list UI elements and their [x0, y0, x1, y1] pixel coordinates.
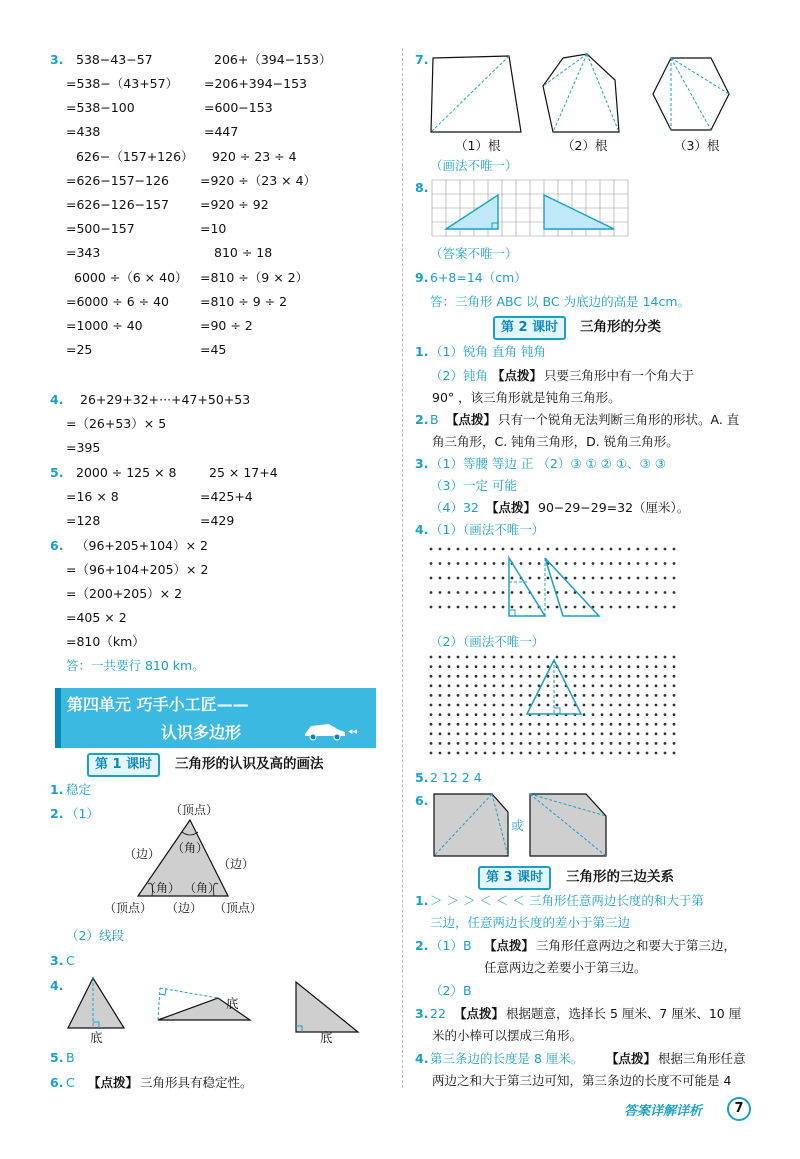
calc-line: =626−126−157	[66, 197, 169, 212]
answer-text: C	[66, 1075, 75, 1090]
answer-line: （96+205+104）× 2	[76, 538, 208, 553]
question-number: 5.	[50, 1050, 64, 1065]
hint-tag: 【点拨】	[606, 1051, 657, 1066]
answer-text: （1）B	[430, 938, 472, 953]
base-label: 底	[90, 1030, 103, 1045]
hint-text: 三角形任意两边之和要大于第三边，	[536, 938, 737, 953]
hint-text: 根据三角形任意	[658, 1051, 746, 1066]
question-number: 9.	[415, 270, 429, 285]
label-angle-top: （角）	[172, 841, 209, 855]
calc-line: =600−153	[204, 100, 273, 115]
lesson-badge: 第 2 课时	[493, 316, 566, 340]
label-vertex-left: （顶点）	[104, 901, 153, 915]
calc-line: =538−100	[66, 100, 135, 115]
hint-tag: 【点拨】	[492, 368, 543, 383]
answer-line: 6+8=14（cm）	[430, 270, 527, 285]
figure-caption: （2）根	[562, 138, 608, 153]
calc-line: 206+（394−153）	[214, 52, 332, 67]
calc-line: 920 ÷ 23 ÷ 4	[212, 149, 297, 164]
question-number: 3.	[50, 953, 64, 968]
hint-tag: 【点拨】	[454, 1006, 505, 1021]
calc-line: =1000 ÷ 40	[66, 318, 143, 333]
figure-caption: （3）根	[674, 138, 720, 153]
answer-text: （2）线段	[66, 928, 124, 943]
calc-line: =626−157−126	[66, 173, 169, 188]
answer-line: =429	[200, 513, 235, 528]
calc-line: 626−（157+126）	[76, 149, 194, 164]
answer-line: =425+4	[200, 489, 253, 504]
question-number: 6.	[50, 538, 64, 553]
polygon-diagonals-figure	[425, 50, 765, 140]
calc-line: =206+394−153	[204, 76, 307, 91]
hint-text: 任意两边之差要小于第三边。	[484, 960, 647, 975]
question-number: 5.	[415, 770, 429, 785]
dot-grid-figure	[428, 546, 682, 620]
base-label: 底	[226, 996, 239, 1011]
answer-note: （答案不唯一）	[430, 246, 518, 261]
hint-text: 只有一个锐角无法判断三角形的形状。A. 直	[498, 412, 740, 427]
answer-text: （2）钝角	[430, 368, 488, 383]
answer-text: （1）	[66, 806, 99, 821]
answer-text: 第三条边的长度是 8 厘米。	[430, 1051, 584, 1066]
figure-caption: （1）根	[455, 138, 501, 153]
lesson-title: 三角形的分类	[580, 319, 661, 335]
calc-line: =90 ÷ 2	[200, 318, 253, 333]
answer-text: B	[66, 1050, 75, 1065]
dots	[430, 656, 676, 755]
calc-line: =25	[66, 342, 93, 357]
question-number: 2.	[50, 806, 64, 821]
grid-figure	[432, 180, 628, 240]
hint-tag: 【点拨】	[446, 412, 497, 427]
calc-line: =810 ÷（9 × 2）	[200, 270, 309, 285]
answer-line: =（96+104+205）× 2	[66, 562, 209, 577]
answer-text: C	[66, 953, 75, 968]
lesson-title: 三角形的认识及高的画法	[175, 756, 324, 772]
calc-line: =920 ÷ 92	[200, 197, 269, 212]
label-side-bottom: （边）	[166, 901, 203, 915]
calc-line: =538−（43+57）	[66, 76, 179, 91]
answer-text: （3）一定 可能	[430, 478, 517, 493]
footer-label: 答案详解详析	[624, 1104, 703, 1119]
calc-line: =343	[66, 245, 101, 260]
hint-tag: 【点拨】	[88, 1075, 139, 1090]
answer-sentence: 答：一共要行 810 km。	[66, 658, 205, 673]
calc-line: =438	[66, 124, 101, 139]
hint-text: 米的小棒可以摆成三角形。	[432, 1028, 583, 1043]
question-number: 8.	[415, 180, 429, 195]
page-number: 7	[727, 1097, 751, 1121]
question-number: 1.	[415, 893, 429, 908]
answer-line: =405 × 2	[66, 610, 127, 625]
answer-text: （1）（画法不唯一）	[430, 522, 545, 537]
question-number: 2.	[415, 412, 429, 427]
question-number: 4.	[415, 522, 429, 537]
calc-line: =447	[204, 124, 239, 139]
answer-text: 2 12 2 4	[430, 770, 482, 785]
hint-text: 90° ，该三角形就是钝角三角形。	[432, 390, 621, 405]
answer-line: =（200+205）× 2	[66, 586, 183, 601]
hint-text: 三角形具有稳定性。	[140, 1075, 253, 1090]
answer-line: =395	[66, 440, 101, 455]
unit-subtitle: 认识多边形	[161, 723, 242, 742]
svg-text:◂◂: ◂◂	[348, 727, 358, 737]
answer-line: =16 × 8	[66, 489, 119, 504]
answer-text: （1）锐角 直角 钝角	[430, 344, 546, 359]
calc-line: =6000 ÷ 6 ÷ 40	[66, 294, 169, 309]
question-number: 1.	[415, 344, 429, 359]
hint-text: 两边之和大于第三边可知，第三条边的长度不可能是 4	[432, 1073, 732, 1088]
lesson-title: 三角形的三边关系	[566, 869, 674, 885]
label-vertex-right: （顶点）	[214, 901, 263, 915]
question-number: 3.	[415, 456, 429, 471]
unit-banner	[55, 688, 376, 748]
answer-line: 26+29+32+···+47+50+53	[80, 392, 251, 407]
answer-line: =128	[66, 513, 101, 528]
label-side-left: （边）	[124, 847, 161, 861]
lesson-badge: 第 1 课时	[87, 753, 160, 777]
answer-note: （画法不唯一）	[430, 158, 518, 173]
calc-line: =810 ÷ 9 ÷ 2	[200, 294, 288, 309]
hint-tag: 【点拨】	[484, 938, 535, 953]
answer-text: 稳定	[66, 782, 92, 797]
dot-grid-figure	[428, 654, 682, 762]
hint-text: 90−29−29=32（厘米）。	[538, 500, 690, 515]
answer-text: （1）等腰 等边 正 （2）③ ① ② ①、③ ③	[430, 456, 666, 471]
question-number: 4.	[50, 978, 64, 993]
calc-line: =920 ÷（23 × 4）	[200, 173, 317, 188]
answer-text: 三边，任意两边长度的差小于第三边	[430, 915, 631, 930]
answer-text: B	[430, 412, 439, 427]
calc-line: 810 ÷ 18	[214, 245, 273, 260]
question-number: 6.	[50, 1075, 64, 1090]
calc-line: =10	[200, 221, 227, 236]
or-label: 或	[511, 818, 524, 833]
column-divider	[402, 48, 403, 1088]
calc-line: =500−157	[66, 221, 135, 236]
question-number: 4.	[50, 392, 64, 407]
label-angle-right: （角）	[184, 881, 221, 895]
question-number: 1.	[50, 782, 64, 797]
answer-text: （2）（画法不唯一）	[430, 634, 545, 649]
question-number: 3.	[415, 1006, 429, 1021]
dots	[430, 548, 676, 609]
question-number: 7.	[415, 52, 429, 67]
unit-title: 第四单元 巧手小工匠——	[67, 695, 249, 714]
question-number: 5.	[50, 465, 64, 480]
hint-text: 只要三角形中有一个角大于	[544, 368, 695, 383]
label-side-right: （边）	[218, 857, 255, 871]
hint-text: 角三角形，C. 钝角三角形，D. 锐角三角形。	[432, 434, 679, 449]
hint-text: 根据题意，选择长 5 厘米、7 厘米、10 厘	[506, 1006, 742, 1021]
answer-line: =810（km）	[66, 634, 145, 649]
question-number: 2.	[415, 938, 429, 953]
answer-line: 2000 ÷ 125 × 8	[76, 465, 177, 480]
hint-tag: 【点拨】	[486, 500, 537, 515]
calc-line: 6000 ÷（6 × 40）	[74, 270, 188, 285]
car-icon	[301, 718, 361, 742]
answer-line: 25 × 17+4	[209, 465, 278, 480]
lesson-badge: 第 3 课时	[478, 866, 551, 890]
answer-sentence: 答：三角形 ABC 以 BC 为底边的高是 14cm。	[430, 294, 691, 309]
base-label: 底	[320, 1030, 333, 1045]
answer-text: （2）B	[430, 983, 472, 998]
label-angle-left: （角）	[144, 881, 181, 895]
answer-text: 22	[430, 1006, 446, 1021]
calc-line: =45	[200, 342, 227, 357]
question-number: 4.	[415, 1051, 429, 1066]
question-number: 3.	[50, 52, 64, 67]
calc-line: 538−43−57	[76, 52, 153, 67]
answer-text: ＞ ＞ ＞ ＜ ＜ ＜ 三角形任意两边长度的和大于第	[430, 893, 704, 908]
answer-text: （4）32	[430, 500, 479, 515]
label-vertex-top: （顶点）	[170, 803, 219, 817]
question-number: 6.	[415, 793, 429, 808]
answer-line: =（26+53）× 5	[66, 416, 167, 431]
